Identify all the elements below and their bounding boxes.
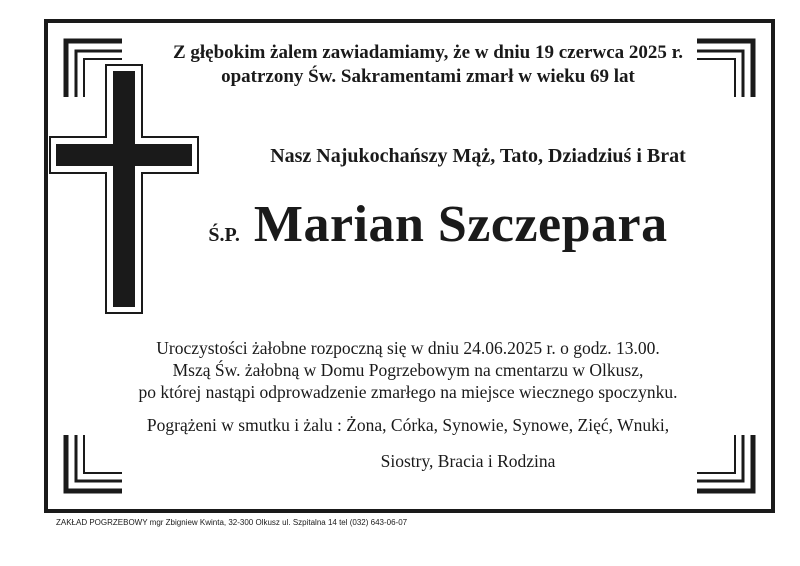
corner-ornament-icon <box>60 431 126 497</box>
deceased-name-row <box>148 195 728 254</box>
intro-line: Z głębokim żalem zawiadamiamy, że w dniu 19 czerwca 2025 r. <box>172 42 684 63</box>
ceremony-line: Mszą Św. żałobną w Domu Pogrzebowym na cmentarzu w Olkusz, <box>172 360 644 380</box>
cross-icon <box>48 61 208 317</box>
ceremony-line: po której nastąpi odprowadzenie zmarłego na miejsce wiecznego spoczynku. <box>138 382 678 402</box>
mourners-line: Pogrążeni w smutku i żalu : Żona, Córka, Synowie, Synowe, Zięć, Wnuki, <box>146 415 670 435</box>
ceremony-details <box>108 337 708 403</box>
name-prefix: Ś.P. <box>208 224 240 246</box>
funeral-home-footer: ZAKŁAD POGRZEBOWY mgr Zbigniew Kwinta, 32-300 Olkusz ul. Szpitalna 14 tel (032) 643-06-07 <box>56 518 408 527</box>
mourners-line: Siostry, Bracia i Rodzina <box>380 451 556 471</box>
obituary-frame <box>44 19 775 513</box>
intro-text <box>148 41 708 89</box>
ceremony-line: Uroczystości żałobne rozpoczną się w dniu 24.06.2025 r. o godz. 13.00. <box>156 338 660 358</box>
family-relation-line: Nasz Najukochańszy Mąż, Tato, Dziadziuś i Brat <box>270 145 686 167</box>
intro-line: opatrzony Św. Sakramentami zmarł w wieku 69 lat <box>221 66 635 87</box>
corner-ornament-icon <box>693 431 759 497</box>
deceased-name: Marian Szczepara <box>253 196 668 253</box>
